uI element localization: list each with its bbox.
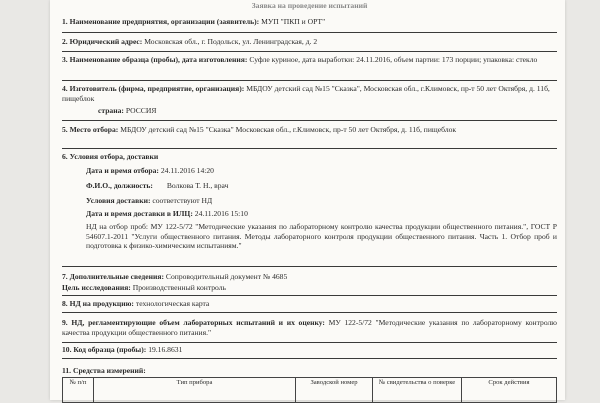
table-header-cell: № свидетельства о поверке	[373, 378, 462, 403]
table-header-cell: Заводской номер	[296, 378, 373, 403]
table-header-cell: Тип прибора	[94, 378, 296, 403]
section-3	[62, 55, 557, 65]
sample-datetime-label: Дата и время отбора:	[86, 166, 159, 175]
table-header-row	[63, 378, 557, 403]
divider	[62, 80, 557, 81]
divider	[62, 120, 557, 121]
header-text: Заявка на проведение испытаний	[251, 1, 368, 10]
purpose-label: Цель исследования:	[62, 283, 131, 292]
table-header-cell: Срок действия	[462, 378, 557, 403]
sample-datetime-value: 24.11.2016 14:20	[160, 166, 214, 175]
divider	[62, 32, 557, 33]
section-8	[62, 299, 557, 309]
divider	[62, 342, 557, 343]
section-1-label: 1. Наименование предприятия, организации (заявитель):	[62, 17, 260, 26]
section-6-label: 6. Условия отбора, доставки	[62, 152, 159, 161]
section-9	[62, 318, 557, 337]
delivery-datetime-value: 24.11.2016 15:10	[194, 209, 248, 218]
section-5-label: 5. Место отбора:	[62, 125, 119, 134]
section-5	[62, 125, 557, 135]
table-header-cell: № п/п	[63, 378, 94, 403]
section-2-value: Московская обл., г. Подольск, ул. Ленинградская, д. 2	[144, 37, 318, 46]
section-10	[62, 345, 557, 355]
section-9-value: МУ 122-5/72 "Методические указания по лабораторному контролю качества продукции общественного питания."	[62, 318, 557, 337]
sampling-nd-text: НД на отбор проб: МУ 122-5/72 "Методические указания по лабораторному контролю качества продукции общественного питания.", ГОСТ Р 54607.1-2011 "Услуги общественного питания. Методы лабораторного контроля продукции общественного питания. Часть 1. Отбор проб и подготовка к физико-химическим испытаниям."	[86, 222, 557, 251]
delivery-conditions	[86, 196, 212, 206]
section-10-value: 19.16.8631	[148, 345, 183, 354]
section-3-value: Суфле куриное, дата выработки: 24.11.2016, объем партии: 173 порции; упаковка: стекло	[249, 55, 538, 64]
section-1	[62, 17, 557, 27]
fio-value: Волкова Т. Н., врач	[166, 181, 229, 190]
fio	[86, 181, 228, 191]
section-4-country	[98, 106, 156, 116]
purpose	[62, 283, 557, 293]
divider	[62, 358, 557, 359]
section-8-value: технологическая карта	[135, 299, 210, 308]
section-3-label: 3. Наименование образца (пробы), дата изготовления:	[62, 55, 248, 64]
section-6-title	[62, 152, 557, 162]
section-11	[62, 366, 557, 376]
purpose-value: Производственный контроль	[132, 283, 226, 292]
instruments-table	[62, 377, 557, 403]
sample-datetime	[86, 166, 214, 176]
section-4	[62, 84, 557, 103]
divider	[62, 295, 557, 296]
section-5-value: МБДОУ детский сад №15 "Сказка" Московская обл., г.Климовск, пр-т 50 лет Октября, д. 11б, пищеблок	[120, 125, 457, 134]
delivery-conditions-label: Условия доставки:	[86, 196, 151, 205]
divider	[62, 312, 557, 313]
section-7-label: 7. Дополнительные сведения:	[62, 272, 164, 281]
section-7	[62, 272, 557, 282]
section-8-label: 8. НД на продукцию:	[62, 299, 134, 308]
divider	[62, 51, 557, 52]
section-9-label: 9. НД, регламентирующие объем лабораторных испытаний и их оценку:	[62, 318, 325, 327]
delivery-conditions-value: соответствуют НД	[152, 196, 213, 205]
divider	[62, 266, 557, 267]
section-2-label: 2. Юридический адрес:	[62, 37, 143, 46]
delivery-datetime-label: Дата и время доставки в ИЛЦ:	[86, 209, 193, 218]
country-label: страна:	[98, 106, 124, 115]
section-11-label: 11. Средства измерений:	[62, 366, 146, 375]
delivery-datetime	[86, 209, 248, 219]
country-value: РОССИЯ	[125, 106, 157, 115]
section-7-value: Сопроводительный документ № 4685	[165, 272, 288, 281]
fio-label: Ф.И.О., должность:	[86, 181, 153, 190]
section-2	[62, 37, 557, 47]
section-4-label: 4. Изготовитель (фирма, предприятие, организация):	[62, 84, 245, 93]
section-4-value: МБДОУ детский сад №15 "Сказка", Московская обл., г.Климовск, пр-т 50 лет Октября, д. 11б, пищеблок	[62, 84, 550, 103]
section-10-label: 10. Код образца (пробы):	[62, 345, 147, 354]
section-1-value: МУП "ПКП и ОРТ"	[261, 17, 326, 26]
document-page	[50, 0, 565, 400]
divider	[62, 148, 557, 149]
